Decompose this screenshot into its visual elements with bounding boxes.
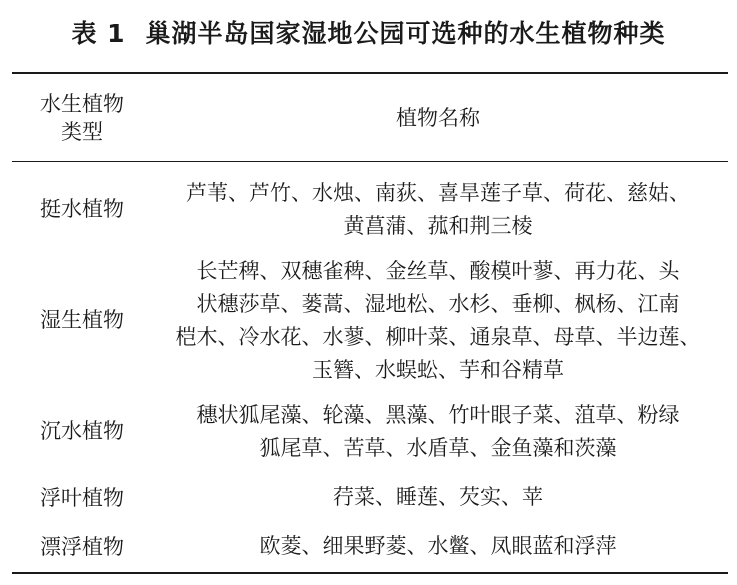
header-plant-type-line1: 水生植物: [40, 92, 124, 116]
names-line: 欧菱、细果野菱、水鳖、凤眼蓝和浮萍: [259, 534, 617, 558]
names-line: 状穗莎草、蒌蒿、湿地松、水杉、垂柳、枫杨、江南: [196, 292, 680, 316]
table-header-rule: [12, 161, 728, 162]
header-plant-type-line2: 类型: [61, 120, 103, 144]
header-plant-type: [14, 90, 150, 146]
names-line: 黄菖蒲、菰和荆三棱: [343, 214, 533, 238]
row-names-floating-leaved: [152, 481, 724, 514]
row-names-submerged: [152, 399, 724, 465]
row-names-free-floating: [152, 530, 724, 563]
row-type-emergent: 挺水植物: [40, 197, 124, 221]
header-plant-names: 植物名称: [396, 106, 480, 130]
names-line: 长芒稗、双穗雀稗、金丝草、酸模叶蓼、再力花、头: [196, 259, 680, 283]
row-names-emergent: [152, 177, 724, 243]
table-top-rule: [12, 72, 728, 74]
names-line: 玉簪、水蜈蚣、芋和谷精草: [312, 358, 564, 382]
names-line: 荇菜、睡莲、芡实、苹: [333, 485, 543, 509]
table-bottom-rule: [12, 572, 728, 574]
table-number: 表 1: [71, 19, 126, 48]
row-type-hygrophyte: 湿生植物: [40, 308, 124, 332]
row-names-hygrophyte: [152, 255, 724, 387]
names-line: 狐尾草、苦草、水盾草、金鱼藻和茨藻: [259, 436, 617, 460]
row-type-free-floating: 漂浮植物: [40, 535, 124, 559]
names-line: 芦苇、芦竹、水烛、南荻、喜旱莲子草、荷花、慈姑、: [186, 181, 690, 205]
names-line: 桤木、冷水花、水蓼、柳叶菜、通泉草、母草、半边莲、: [175, 325, 701, 349]
names-line: 穗状狐尾藻、轮藻、黑藻、竹叶眼子菜、菹草、粉绿: [196, 403, 680, 427]
table-caption: [0, 14, 737, 50]
row-type-submerged: 沉水植物: [40, 419, 124, 443]
row-type-floating-leaved: 浮叶植物: [40, 486, 124, 510]
table-title: 巢湖半岛国家湿地公园可选种的水生植物种类: [145, 19, 666, 48]
